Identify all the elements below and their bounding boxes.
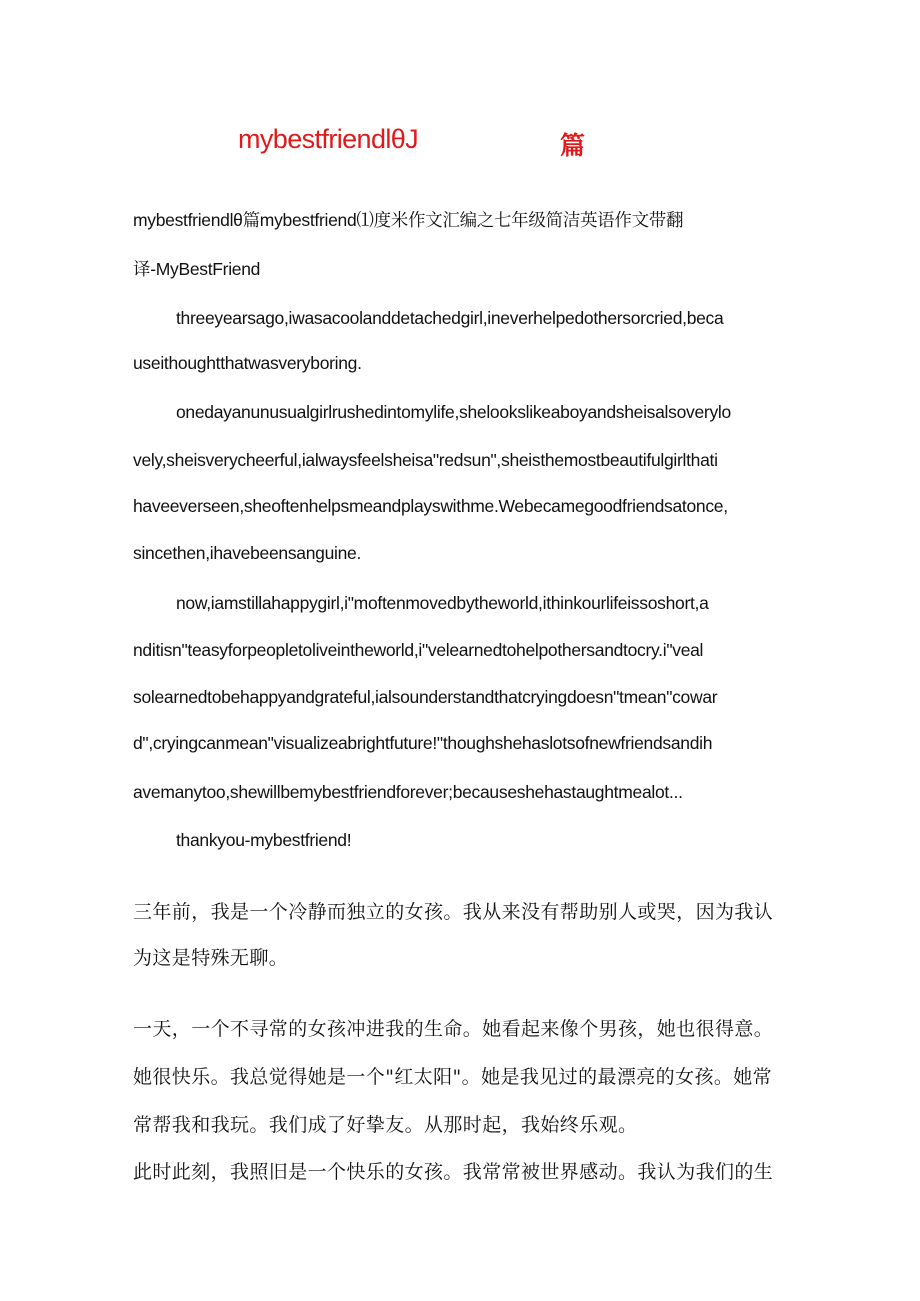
chinese-line: 常帮我和我玩。我们成了好挚友。从那时起，我始终乐观。: [133, 1114, 638, 1136]
paragraph-line: nditisn"teasyforpeopletoliveintheworld,i"velearnedtohelpothersandtocry.i"veal: [133, 640, 704, 660]
paragraph-line: now,iamstillahappygirl,i"moftenmovedbytheworld,ithinkourlifeissoshort,a: [176, 593, 709, 613]
chinese-line: 三年前，我是一个冷静而独立的女孩。我从来没有帮助别人或哭，因为我认: [133, 901, 774, 923]
paragraph-line: solearnedtobehappyandgrateful,ialsounderstandthatcryingdoesn"tmean"cowar: [133, 687, 718, 707]
paragraph-line: avemanytoo,shewillbemybestfriendforever;becauseshehastaughtmealot...: [133, 782, 683, 802]
title-glyph: 篇: [560, 131, 586, 160]
paragraph-line: thankyou-mybestfriend!: [176, 830, 352, 850]
paragraph-line: d",cryingcanmean"visualizeabrightfuture!"thoughshehaslotsofnewfriendsandih: [133, 733, 713, 753]
chinese-line: 为这是特殊无聊。: [133, 947, 289, 969]
paragraph-line: vely,sheisverycheerful,ialwaysfeelsheisa"redsun",sheisthemostbeautifulgirlthati: [133, 450, 718, 470]
chinese-line: 一天，一个不寻常的女孩冲进我的生命。她看起来像个男孩，她也很得意。: [133, 1018, 774, 1040]
chinese-line: 她很快乐。我总觉得她是一个"红太阳"。她是我见过的最漂亮的女孩。她常: [133, 1066, 773, 1088]
paragraph-line: onedayanunusualgirlrushedintomylife,shelookslikeaboyandsheisalsoverylo: [176, 402, 731, 422]
document-title: mybestfriendlθJ: [238, 124, 419, 154]
chinese-line: 此时此刻，我照旧是一个快乐的女孩。我常常被世界感动。我认为我们的生: [133, 1161, 774, 1183]
paragraph-line: threeyearsago,iwasacoolanddetachedgirl,ineverhelpedothersorcried,beca: [176, 308, 724, 328]
paragraph-line: useithoughtthatwasveryboring.: [133, 353, 362, 373]
intro-line: mybestfriendlθ篇mybestfriend⑴度米作文汇编之七年级简洁英语作文带翻: [133, 210, 684, 230]
intro-line: 译-MyBestFriend: [133, 259, 261, 279]
paragraph-line: haveeverseen,sheoftenhelpsmeandplayswithme.Webecamegoodfriendsatonce,: [133, 496, 728, 516]
paragraph-line: sincethen,ihavebeensanguine.: [133, 543, 362, 563]
